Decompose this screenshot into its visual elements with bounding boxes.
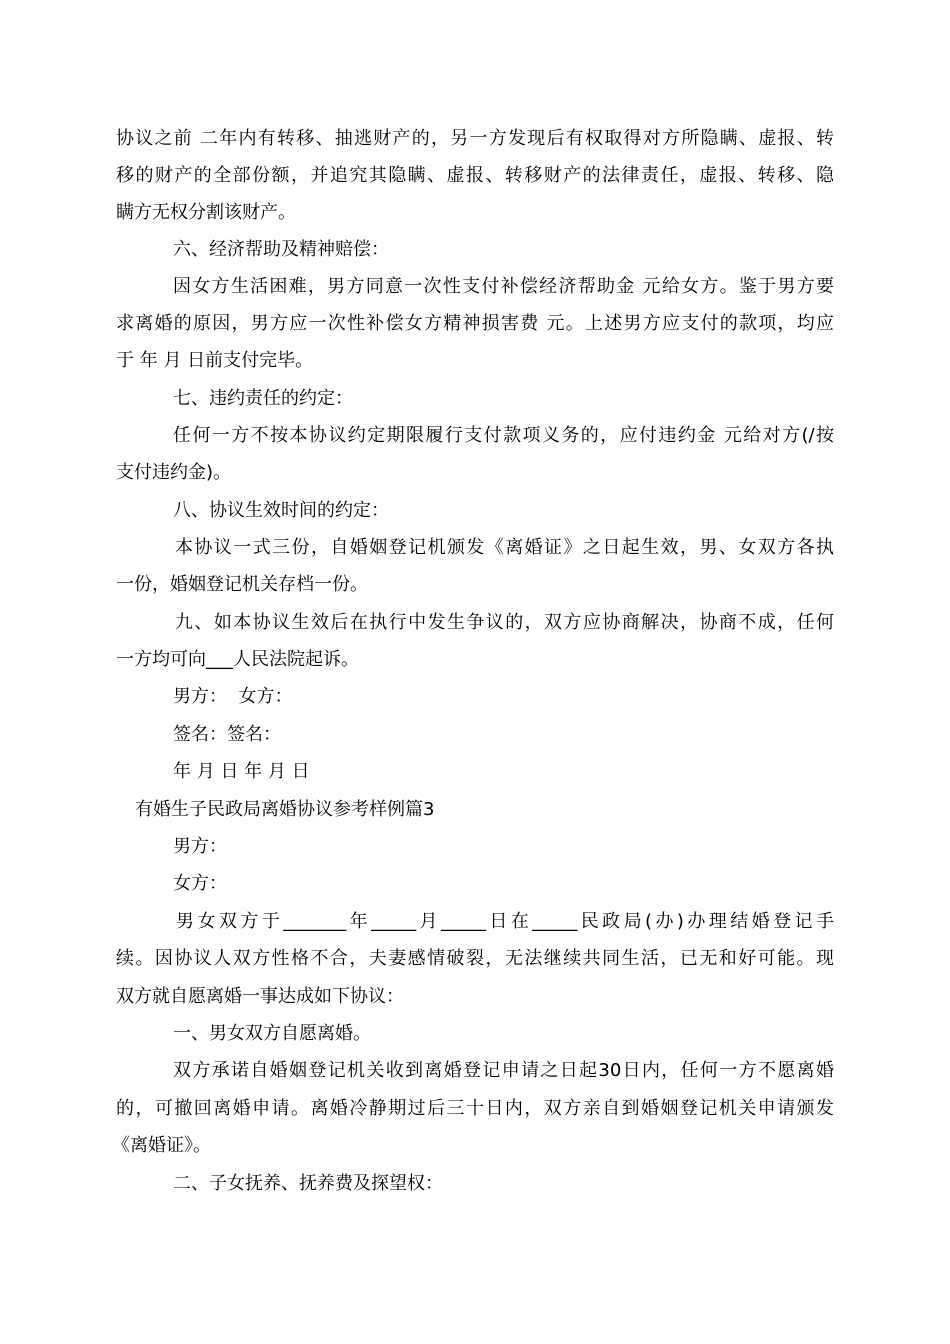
paragraph-line: 瞒方无权分割该财产。 <box>116 202 296 223</box>
paragraph-line: 支付违约金)。 <box>116 462 232 483</box>
paragraph-line: 九、如本协议生效后在执行中发生争议的，双方应协商解决，协商不成，任何 <box>175 612 834 633</box>
paragraph-line: 协议之前 二年内有转移、抽逃财产的，另一方发现后有权取得对方所隐瞒、虚报、转 <box>116 128 834 149</box>
paragraph-line: 双方就自愿离婚一事达成如下协议： <box>116 986 404 1007</box>
paragraph-line: 于 年 月 日前支付完毕。 <box>116 350 314 371</box>
paragraph-line: 一份，婚姻登记机关存档一份。 <box>116 574 368 595</box>
male-party-label: 男方： <box>173 836 227 857</box>
section-heading: 二、子女抚养、抚养费及探望权： <box>173 1173 443 1194</box>
paragraph-line: 本协议一式三份，自婚姻登记机颁发《离婚证》之日起生效，男、女双方各执 <box>175 537 834 558</box>
paragraph-line: 移的财产的全部份额，并追究其隐瞒、虚报、转移财产的法律责任，虚报、转移、隐 <box>116 165 834 186</box>
paragraph-line: 任何一方不按本协议约定期限履行支付款项义务的，应付违约金 元给对方(/按 <box>173 425 834 446</box>
paragraph-line: 男女双方于_______年_____月_____日在_____民政局(办)办理结婚登记手 <box>176 911 834 932</box>
paragraph-line: 《离婚证》。 <box>112 1135 211 1156</box>
section-heading: 一、男女双方自愿离婚。 <box>173 1023 371 1044</box>
paragraph-line: 续。因协议人双方性格不合，夫妻感情破裂，无法继续共同生活，已无和好可能。现 <box>116 948 834 969</box>
paragraph-line: 的，可撤回离婚申请。离婚冷静期过后三十日内，双方亲自到婚姻登记机关申请颁发 <box>116 1098 834 1119</box>
paragraph-line: 求离婚的原因，男方应一次性补偿女方精神损害费 元。上述男方应支付的款项，均应 <box>116 313 834 334</box>
female-party-label: 女方： <box>173 873 227 894</box>
signature-line: 签名：签名： <box>173 724 281 745</box>
section-heading: 七、违约责任的约定： <box>173 388 353 409</box>
paragraph-line: 双方承诺自婚姻登记机关收到离婚登记申请之日起30日内，任何一方不愿离婚 <box>173 1060 834 1081</box>
date-line: 年 月 日 年 月 日 <box>173 761 310 782</box>
paragraph-line: 一方均可向___人民法院起诉。 <box>116 649 359 670</box>
section-title: 有婚生子民政局离婚协议参考样例篇3 <box>135 799 435 820</box>
paragraph-line: 因女方生活困难，男方同意一次性支付补偿经济帮助金 元给女方。鉴于男方要 <box>173 276 834 297</box>
section-heading: 八、协议生效时间的约定： <box>173 500 389 521</box>
parties-line: 男方： 女方： <box>173 686 293 707</box>
section-heading: 六、经济帮助及精神赔偿： <box>173 239 389 260</box>
